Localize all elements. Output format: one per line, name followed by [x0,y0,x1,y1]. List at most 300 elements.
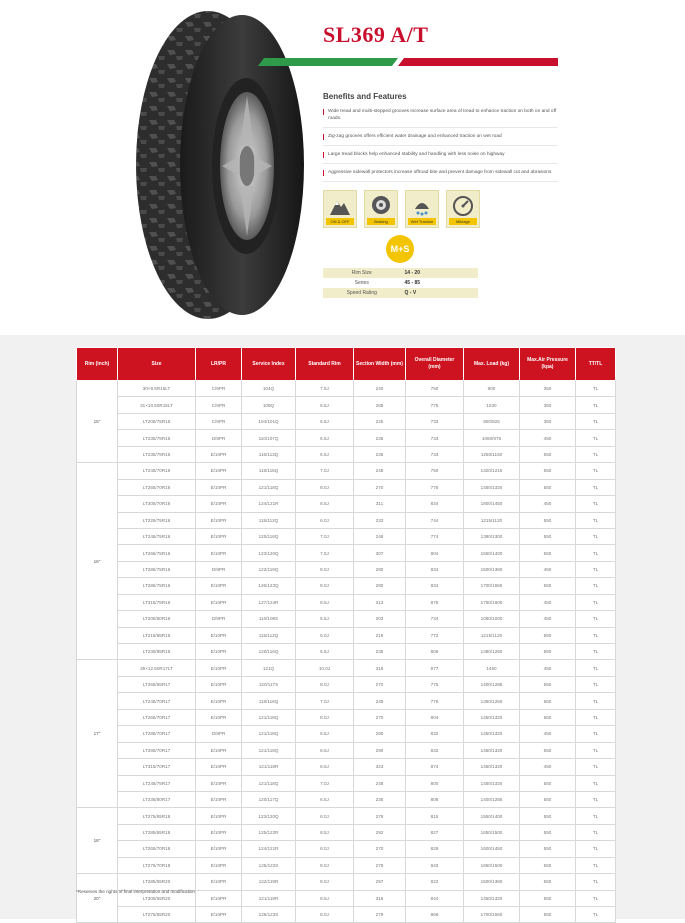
table-cell: 6.5J [296,791,354,807]
table-cell: 450 [520,430,576,446]
table-cell: 121/118Q [242,726,296,742]
table-cell: LT235/75R15 [118,430,196,446]
table-cell: 8.0J [296,561,354,577]
tire-image [130,6,310,324]
table-row [77,545,616,561]
table-cell: 827 [406,824,464,840]
table-row [77,644,616,660]
table-cell: 1550/1400 [464,808,520,824]
table-cell: TL [576,726,616,742]
table-cell: 323 [354,759,406,775]
table-row [77,496,616,512]
mileage-icon [452,193,474,217]
table-cell: E/10PR [196,874,242,890]
table-cell: 30×9.5R15LT [118,381,196,397]
column-header: Rim (inch) [77,348,118,381]
table-cell: 115/112Q [242,512,296,528]
table-cell: 235 [354,446,406,462]
table-cell: 125/122R [242,824,296,840]
table-cell: 550 [520,857,576,873]
table-cell: 808 [406,791,464,807]
table-cell: TL [576,381,616,397]
size-table [76,347,616,923]
product-title: SL369 A/T [323,22,429,47]
table-cell: 350 [520,397,576,413]
table-cell: E/10PR [196,841,242,857]
table-cell: TL [576,545,616,561]
table-cell: 550 [520,824,576,840]
table-cell: E/10PR [196,512,242,528]
table-cell: 815 [406,808,464,824]
table-cell: TL [576,759,616,775]
table-cell: 1250/1150 [464,446,520,462]
size-table-body [77,381,616,923]
table-cell: TL [576,874,616,890]
table-row [77,413,616,429]
table-cell: 550 [520,693,576,709]
table-cell: TL [576,594,616,610]
table-cell: D/8PR [196,726,242,742]
spec-row [323,268,478,278]
feature-icons [323,190,483,230]
table-cell: 280 [354,561,406,577]
table-cell: 350 [520,381,576,397]
table-cell: 843 [406,857,464,873]
rim-size-cell: 17" [77,660,118,808]
table-cell: C/6PR [196,381,242,397]
table-cell: LT205/80R16 [118,611,196,627]
table-cell: 120/117S [242,676,296,692]
table-cell: E/10PR [196,528,242,544]
column-header: Service Index [242,348,296,381]
table-cell: 1750/1600 [464,594,520,610]
table-cell: TL [576,841,616,857]
table-cell: 248 [354,775,406,791]
table-row [77,594,616,610]
table-cell: E/10PR [196,775,242,791]
table-cell: E/10PR [196,808,242,824]
table-cell: LT305/55R20 [118,890,196,906]
table-cell: 5.5J [296,611,354,627]
table-cell: 1060/975 [464,430,520,446]
table-cell: 775 [406,397,464,413]
mountain-icon [329,193,351,217]
table-cell: TL [576,627,616,643]
table-cell: 6.5J [296,644,354,660]
table-cell: 235 [354,644,406,660]
column-header: LR/PR [196,348,242,381]
table-cell: 7.0J [296,775,354,791]
table-cell: 776 [406,693,464,709]
table-cell: LT245/75R16 [118,528,196,544]
table-cell: E/10PR [196,824,242,840]
table-cell: 450 [520,759,576,775]
table-cell: 118/115Q [242,463,296,479]
table-cell: 8.0J [296,857,354,873]
table-cell: 832 [406,742,464,758]
table-row [77,775,616,791]
table-cell: TL [576,479,616,495]
table-cell: E/10PR [196,479,242,495]
table-cell: 115/112Q [242,627,296,643]
table-row [77,397,616,413]
table-cell: 733 [406,430,464,446]
table-cell: 307 [354,545,406,561]
benefit-item: Large tread blocks help enhanced stability and handling with less noise on highway [323,151,558,164]
table-cell: 6.0J [296,512,354,528]
table-cell: LT315/75R16 [118,594,196,610]
table-cell: 8.5J [296,890,354,906]
table-cell: D/8PR [196,430,242,446]
table-cell: 450 [520,594,576,610]
table-cell: 8.5J [296,496,354,512]
feature-label: ON & OFF [326,218,354,225]
table-cell: TL [576,693,616,709]
table-cell: 1500/1360 [464,874,520,890]
table-cell: 866 [406,907,464,923]
table-cell: 7.0J [296,528,354,544]
table-cell: E/10PR [196,578,242,594]
table-cell: 122/119Q [242,561,296,577]
table-cell: TL [576,660,616,676]
table-cell: 1600/1450 [464,841,520,857]
table-cell: 450 [520,561,576,577]
column-header: TT/TL [576,348,616,381]
table-cell: TL [576,430,616,446]
table-cell: E/10PR [196,545,242,561]
table-cell: 1320/1215 [464,463,520,479]
feature-mileage [446,190,480,228]
table-cell: 121/118Q [242,775,296,791]
table-cell: 1400/1285 [464,791,520,807]
table-cell: TL [576,446,616,462]
table-cell: 550 [520,528,576,544]
table-cell: TL [576,824,616,840]
table-cell: TL [576,742,616,758]
table-cell: 311 [354,496,406,512]
table-cell: C/6PR [196,397,242,413]
product-header [0,0,685,335]
table-cell: 550 [520,874,576,890]
table-cell: 218 [354,627,406,643]
table-cell: 550 [520,775,576,791]
table-cell: 1450/1320 [464,775,520,791]
table-cell: 318 [354,660,406,676]
table-cell: 297 [354,874,406,890]
spec-key: Rim Size [351,270,372,276]
table-cell: LT275/65R20 [118,907,196,923]
feature-label: Braking [367,218,395,225]
table-cell: 6.5J [296,446,354,462]
table-cell: 35×12.50R17LT [118,660,196,676]
feature-braking [364,190,398,228]
table-cell: 279 [354,857,406,873]
table-cell: LT285/75R16 [118,561,196,577]
table-cell: 8.5J [296,759,354,775]
table-cell: 550 [520,709,576,725]
table-row [77,660,616,676]
table-cell: E/10PR [196,594,242,610]
table-cell: 1400/1285 [464,676,520,692]
table-cell: 829 [406,841,464,857]
table-cell: 733 [406,413,464,429]
table-cell: 120/116Q [242,644,296,660]
spec-row [323,288,478,298]
table-cell: 110/108S [242,611,296,627]
table-cell: 280 [354,578,406,594]
table-cell: 1060/1000 [464,611,520,627]
mud-snow-badge: M+S [386,235,414,263]
table-cell: 450 [520,611,576,627]
table-row [77,578,616,594]
table-cell: 292 [354,824,406,840]
table-cell: 120/116Q [242,528,296,544]
spec-summary [323,268,478,298]
table-cell: 8.0J [296,709,354,725]
tire-braking-icon [370,193,392,217]
size-table-header [77,348,616,381]
table-cell: LT245/70R17 [118,693,196,709]
table-cell: D/8PR [196,611,242,627]
table-cell: 124/121R [242,841,296,857]
table-cell: 121/118Q [242,709,296,725]
feature-label: Mileage [449,218,477,225]
table-cell: E/10PR [196,496,242,512]
table-cell: 124/121R [242,496,296,512]
table-cell: 900/825 [464,413,520,429]
table-row [77,561,616,577]
table-cell: 1450/1320 [464,742,520,758]
column-header: Max.Air Pressure (kpa) [520,348,576,381]
table-cell: TL [576,413,616,429]
table-cell: LT265/70R17 [118,709,196,725]
table-cell: LT235/75R15 [118,446,196,462]
table-cell: 104Q [242,381,296,397]
table-cell: 6.5J [296,413,354,429]
rim-size-cell: 16" [77,463,118,660]
table-cell: 844 [406,890,464,906]
table-cell: 733 [406,446,464,462]
table-cell: LT285/65R18 [118,824,196,840]
table-cell: 110/107Q [242,430,296,446]
table-cell: 233 [354,512,406,528]
table-cell: 1650/1500 [464,857,520,873]
table-cell: 1700/1550 [464,907,520,923]
table-cell: TL [576,644,616,660]
table-row [77,857,616,873]
table-cell: E/10PR [196,890,242,906]
table-cell: LT265/70R16 [118,479,196,495]
table-row [77,742,616,758]
table-cell: TL [576,676,616,692]
table-cell: 804 [406,709,464,725]
table-cell: 6.5J [296,430,354,446]
table-cell: 550 [520,479,576,495]
table-cell: TL [576,907,616,923]
table-cell: 126/123S [242,907,296,923]
table-cell: 1215/1120 [464,512,520,528]
table-row [77,791,616,807]
table-cell: 119/116Q [242,693,296,709]
table-cell: LT205/75R15 [118,413,196,429]
table-cell: 778 [406,479,464,495]
benefit-item: Aggressive sidewall protectors increase offroad bite and prevent damage from sidewall cut and abrasions [323,169,558,182]
table-cell: 290 [354,726,406,742]
table-row [77,841,616,857]
table-cell: 1450/1320 [464,709,520,725]
table-cell: LT265/65R17 [118,676,196,692]
table-cell: E/10PR [196,676,242,692]
table-cell: 279 [354,808,406,824]
column-header: Max. Load (kg) [464,348,520,381]
table-cell: 1380/1260 [464,644,520,660]
table-row [77,611,616,627]
table-cell: 270 [354,709,406,725]
table-cell: 550 [520,841,576,857]
table-cell: 109Q [242,397,296,413]
table-cell: TL [576,709,616,725]
table-cell: 878 [406,594,464,610]
table-cell: E/10PR [196,742,242,758]
table-row [77,907,616,923]
table-row [77,528,616,544]
table-cell: LT275/70R18 [118,857,196,873]
table-cell: 8.0J [296,808,354,824]
benefit-item: Zig-zag grooves offers efficient water drainage and enhanced traction on wet road [323,133,558,146]
table-cell: 750 [406,381,464,397]
table-cell: 235 [354,791,406,807]
table-cell: LT315/70R17 [118,759,196,775]
table-cell: LT265/75R16 [118,545,196,561]
table-cell: E/10PR [196,627,242,643]
table-cell: LT245/70R16 [118,463,196,479]
table-row [77,512,616,528]
table-cell: 121/118R [242,890,296,906]
table-cell: 120/117Q [242,791,296,807]
column-header: Section Width (mm) [354,348,406,381]
table-cell: 450 [520,726,576,742]
table-row [77,676,616,692]
table-cell: TL [576,561,616,577]
table-cell: LT265/70R18 [118,841,196,857]
table-cell: 240 [354,381,406,397]
table-cell: 550 [520,446,576,462]
table-cell: 1215/1120 [464,627,520,643]
table-cell: 874 [406,759,464,775]
table-cell: LT275/65R18 [118,808,196,824]
table-cell: TL [576,578,616,594]
table-row [77,824,616,840]
table-cell: 8.0J [296,907,354,923]
table-cell: 7.0J [296,693,354,709]
table-cell: 126/123Q [242,578,296,594]
table-cell: 1550/1400 [464,545,520,561]
table-cell: D/8PR [196,561,242,577]
table-cell: 775 [406,676,464,692]
table-cell: E/10PR [196,709,242,725]
table-cell: LT235/80R17 [118,791,196,807]
table-cell: 550 [520,545,576,561]
table-cell: 832 [406,726,464,742]
table-cell: LT225/75R16 [118,512,196,528]
table-row [77,430,616,446]
column-header: Size [118,348,196,381]
table-cell: 313 [354,594,406,610]
table-cell: 750 [406,463,464,479]
table-cell: 203 [354,611,406,627]
table-cell: 450 [520,496,576,512]
table-cell: 800 [406,775,464,791]
table-cell: E/10PR [196,791,242,807]
table-cell: 123/120Q [242,808,296,824]
table-cell: 550 [520,890,576,906]
table-cell: 248 [354,528,406,544]
table-cell: 1450/1320 [464,890,520,906]
table-cell: TL [576,463,616,479]
spec-value: 14 - 20 [404,270,421,276]
table-cell: 550 [520,791,576,807]
table-cell: TL [576,890,616,906]
table-cell: 125/122S [242,857,296,873]
table-cell: 877 [406,660,464,676]
table-cell: 772 [406,627,464,643]
table-cell: 1450/1320 [464,726,520,742]
table-cell: LT285/70R17 [118,726,196,742]
table-cell: LT305/70R16 [118,496,196,512]
table-cell: 806 [406,644,464,660]
table-cell: 270 [354,676,406,692]
table-cell: 235 [354,430,406,446]
table-cell: 127/124R [242,594,296,610]
table-cell: LT285/70R17 [118,742,196,758]
table-row [77,709,616,725]
table-cell: 8.5J [296,726,354,742]
table-row [77,693,616,709]
table-cell: 900 [464,381,520,397]
table-cell: 1450/1320 [464,479,520,495]
table-cell: 804 [406,545,464,561]
table-cell: 834 [406,496,464,512]
table-cell: 550 [520,742,576,758]
rim-size-cell: 18" [77,808,118,874]
table-cell: 116/113Q [242,446,296,462]
benefits-list [323,108,558,187]
table-cell: TL [576,397,616,413]
table-cell: 290 [354,742,406,758]
rim-size-cell: 20" [77,874,118,923]
table-cell: 834 [406,578,464,594]
table-cell: 121/118Q [242,479,296,495]
table-cell: 1650/1500 [464,824,520,840]
table-cell: 8.5J [296,594,354,610]
table-cell: 8.0J [296,841,354,857]
feature-wet-traction [405,190,439,228]
table-cell: 316 [354,890,406,906]
spec-row [323,278,478,288]
brand-stripe [258,58,558,66]
table-cell: 1380/1300 [464,528,520,544]
table-cell: 121Q [242,660,296,676]
table-row [77,446,616,462]
table-cell: 8.5J [296,824,354,840]
table-cell: 550 [520,578,576,594]
table-cell: 834 [406,561,464,577]
table-cell: E/10PR [196,446,242,462]
table-cell: TL [576,528,616,544]
table-cell: TL [576,496,616,512]
table-cell: TL [576,808,616,824]
benefit-item: Wide tread and multi-stepped grooves increase surface area of tread to enhance traction on both on and off roads. [323,108,558,128]
